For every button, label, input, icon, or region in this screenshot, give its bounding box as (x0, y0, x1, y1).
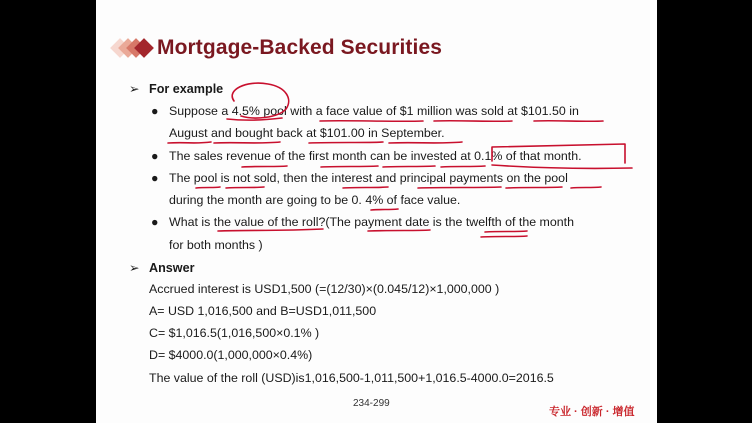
bullet-text: Suppose a 4.5% pool with a face value of $1 million was sold at $101.50 in (169, 104, 579, 118)
arrow-bullet-icon: ➢ (129, 82, 140, 96)
bullet-text: for both months ) (169, 238, 263, 252)
answer-line: A= USD 1,016,500 and B=USD1,011,500 (149, 304, 377, 318)
bullet-text: What is the value of the roll?(The payment date is the twelfth of the month (169, 215, 574, 229)
bullet-text: The pool is not sold, then the interest and principal payments on the pool (169, 171, 568, 185)
answer-line: C= $1,016.5(1,016,500×0.1% ) (149, 326, 320, 340)
arrow-bullet-icon: ➢ (129, 261, 140, 275)
slide-title: Mortgage-Backed Securities (157, 36, 443, 59)
answer-line: Accrued interest is USD1,500 (=(12/30)×(0.045/12)×1,000,000 ) (149, 282, 500, 296)
slide (96, 0, 657, 423)
bullet-text: during the month are going to be 0. 4% of face value. (169, 193, 461, 207)
bullet-dot-icon: ● (151, 215, 159, 229)
answer-line: D= $4000.0(1,000,000×0.4%) (149, 348, 313, 362)
bullet-dot-icon: ● (151, 171, 159, 185)
bullet-dot-icon: ● (151, 149, 159, 163)
bullet-text: The sales revenue of the first month can be invested at 0.1% of that month. (169, 149, 582, 163)
for-example-heading (129, 81, 223, 96)
page-number: 234-299 (353, 398, 390, 409)
answer-line: The value of the roll (USD)is1,016,500-1,011,500+1,016.5-4000.0=2016.5 (149, 371, 554, 385)
bullet-dot-icon: ● (151, 104, 159, 118)
answer-label: Answer (149, 261, 195, 275)
for-example-label: For example (149, 82, 224, 96)
answer-heading (129, 260, 195, 275)
brand-slogan: 专业 · 创新 · 增值 (549, 406, 635, 418)
bullet-text: August and bought back at $101.00 in September. (169, 126, 445, 140)
title-decoration-icon (104, 37, 156, 63)
